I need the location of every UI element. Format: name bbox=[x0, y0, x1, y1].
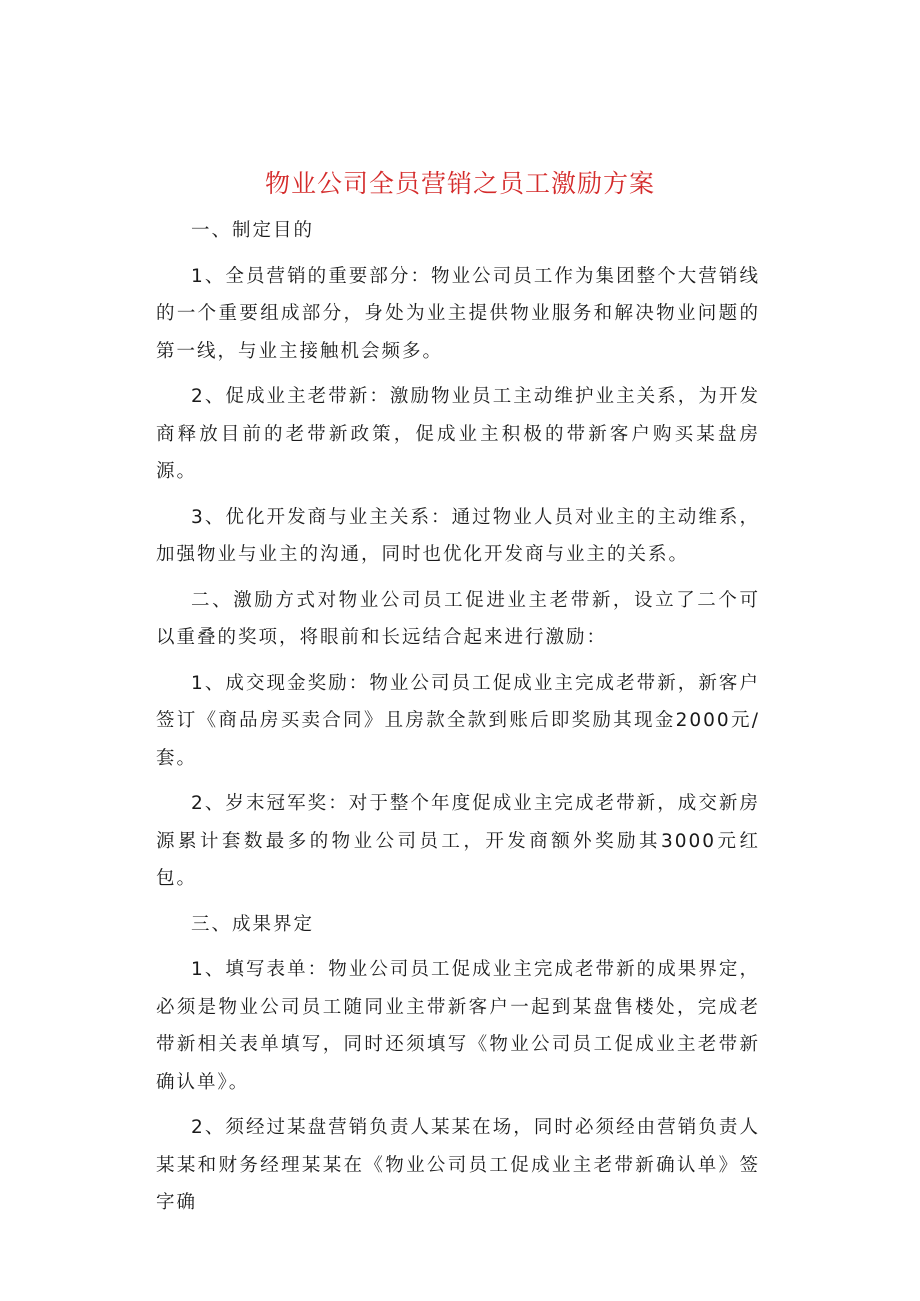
paragraph: 1、全员营销的重要部分：物业公司员工作为集团整个大营销线的一个重要组成部分，身处为业主提供物业服务和解决物业问题的第一线，与业主接触机会频多。 bbox=[156, 265, 760, 362]
section-heading: 三、成果界定 bbox=[191, 913, 315, 935]
paragraph: 二、激励方式对物业公司员工促进业主老带新，设立了二个可以重叠的奖项，将眼前和长远结合起来进行激励： bbox=[156, 589, 760, 648]
paragraph: 2、须经过某盘营销负责人某某在场，同时必须经由营销负责人某某和财务经理某某在《物业公司员工促成业主老带新确认单》签字确 bbox=[156, 1117, 760, 1213]
paragraph: 3、优化开发商与业主关系：通过物业人员对业主的主动维系，加强物业与业主的沟通，同时也优化开发商与业主的关系。 bbox=[156, 506, 760, 565]
paragraph: 1、填写表单：物业公司员工促成业主完成老带新的成果界定，必须是物业公司员工随同业主带新客户一起到某盘售楼处，完成老带新相关表单填写，同时还须填写《物业公司员工促成业主老带新确认单》。 bbox=[156, 959, 760, 1093]
paragraph: 2、促成业主老带新：激励物业员工主动维护业主关系，为开发商释放目前的老带新政策，促成业主积极的带新客户购买某盘房源。 bbox=[156, 386, 760, 482]
section-heading: 一、制定目的 bbox=[191, 220, 315, 241]
document-title: 物业公司全员营销之员工激励方案 bbox=[264, 169, 655, 198]
paragraph: 2、岁末冠军奖：对于整个年度促成业主完成老带新，成交新房源累计套数最多的物业公司员工，开发商额外奖励其3000元红包。 bbox=[156, 793, 760, 889]
paragraph: 1、成交现金奖励：物业公司员工促成业主完成老带新，新客户签订《商品房买卖合同》且房款全款到账后即奖励其现金2000元/套。 bbox=[156, 672, 760, 769]
document-body bbox=[156, 212, 760, 1230]
